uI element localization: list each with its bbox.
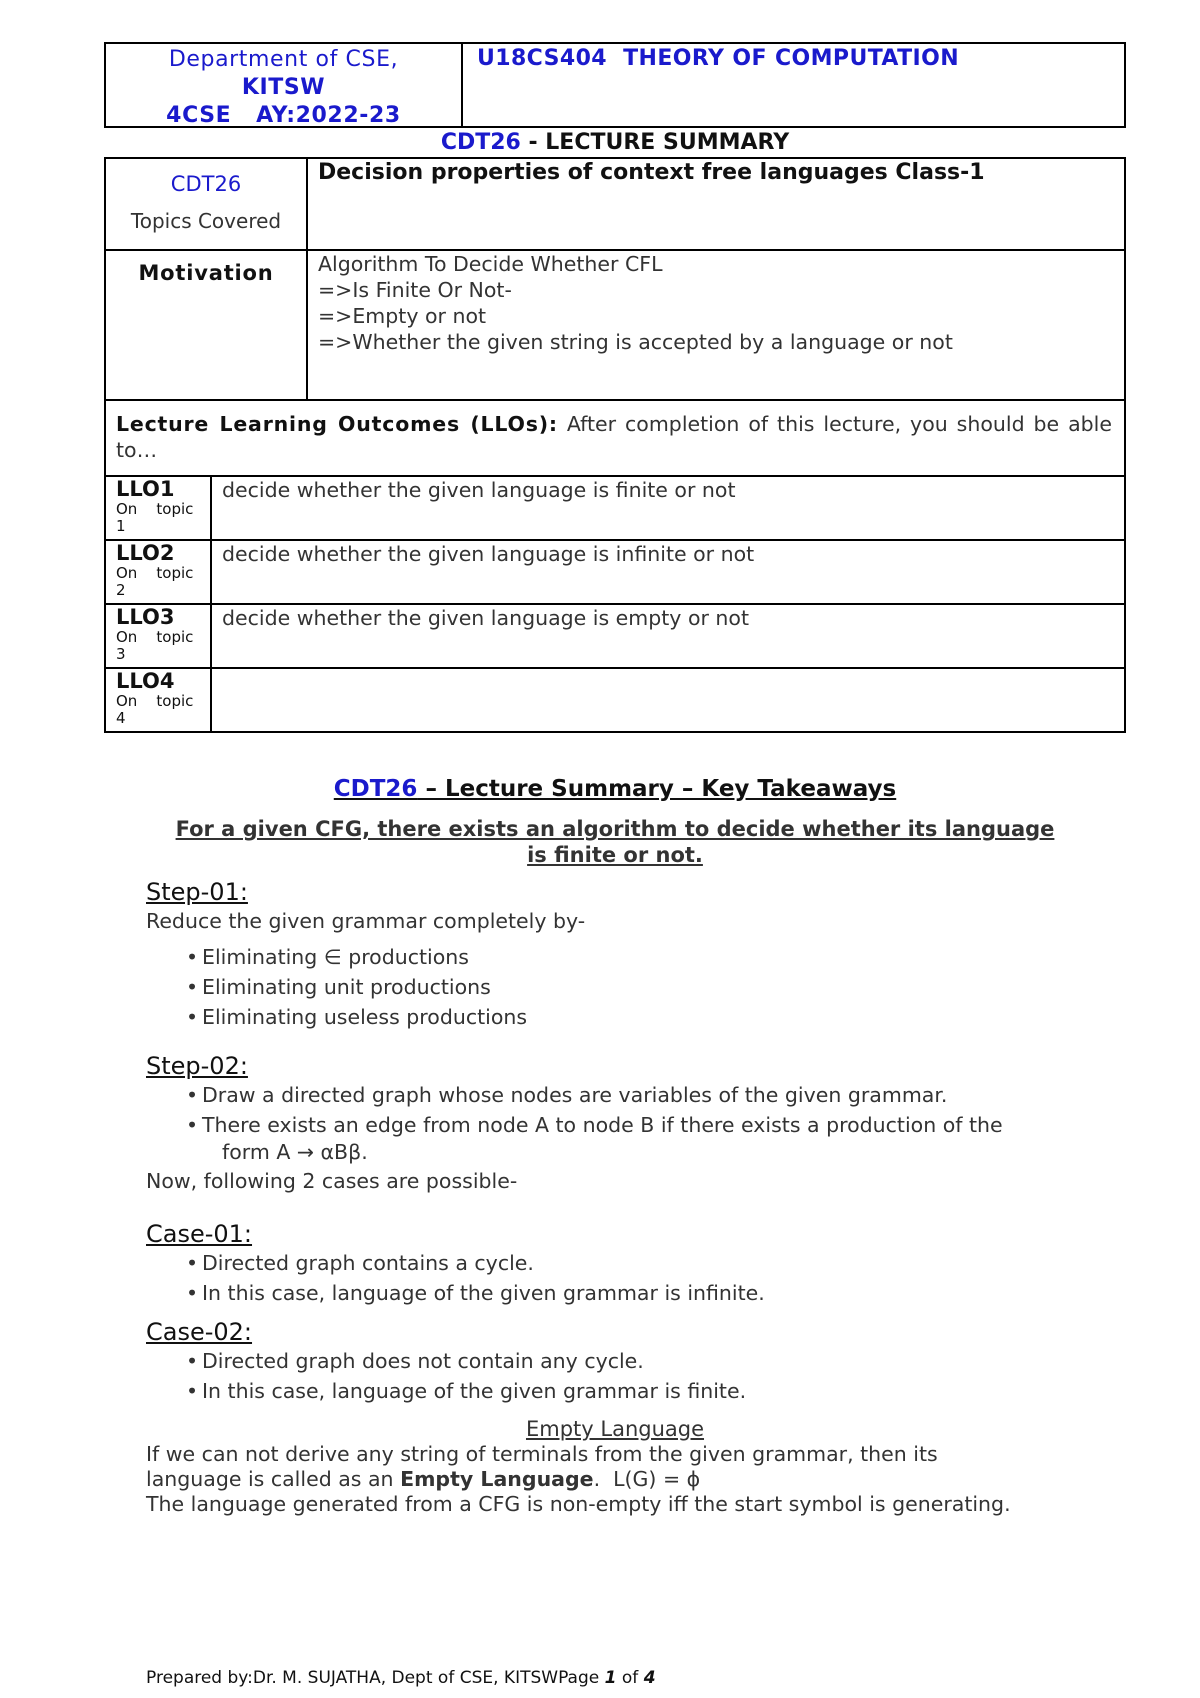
footer-of: of	[616, 1668, 644, 1688]
llo-row	[106, 475, 1124, 539]
list-item: • In this case, language of the given grammar is infinite.	[202, 1278, 1106, 1308]
class-year: 4CSE AY:2022-23	[166, 103, 401, 128]
llo-text: decide whether the given language is infinite or not	[222, 542, 755, 566]
list-item-line: There exists an edge from node A to node B if there exists a production of the	[202, 1113, 1003, 1137]
llo-code: LLO4	[116, 669, 175, 693]
case-02-heading: Case-02:	[146, 1318, 253, 1346]
step-01-intro: Reduce the given grammar completely by-	[146, 909, 586, 933]
department-cell	[106, 44, 463, 126]
llo-text: decide whether the given language is empty or not	[222, 606, 750, 630]
list-item: • Draw a directed graph whose nodes are variables of the given grammar.	[202, 1080, 1106, 1110]
llo-header-row	[106, 399, 1124, 475]
motivation-line: =>Empty or not	[318, 304, 487, 328]
llo-topic: topic	[156, 692, 194, 710]
list-item-line: form A → αBβ.	[222, 1140, 368, 1164]
summary-title	[104, 776, 1126, 802]
llo-on: On	[116, 692, 138, 710]
header-table	[104, 42, 1126, 128]
list-item: • In this case, language of the given grammar is finite.	[202, 1376, 1106, 1406]
llo-header-text: After completion of this lecture, you should be able to…	[116, 412, 1112, 462]
empty-language-text	[146, 1442, 1106, 1517]
step-01-list	[146, 942, 1106, 1032]
list-item	[202, 1110, 1106, 1164]
empty-language-text-a: language is called as an	[146, 1467, 401, 1491]
summary-subtitle-line: is finite or not.	[527, 843, 703, 867]
summary-subtitle	[150, 816, 1080, 868]
llo-label-cell	[106, 477, 212, 539]
llo-text: decide whether the given language is finite or not	[222, 478, 736, 502]
llo-text	[212, 669, 1124, 731]
topics-code: CDT26	[170, 172, 242, 196]
empty-language-title: Empty Language	[525, 1417, 705, 1441]
llo-header-bold: Lecture Learning Outcomes (LLOs):	[116, 412, 558, 436]
llo-topic-ref	[116, 629, 210, 646]
course-title: U18CS404 THEORY OF COMPUTATION	[477, 46, 960, 71]
summary-subtitle-line: For a given CFG, there exists an algorithm to decide whether its language	[175, 817, 1055, 841]
llo-on: On	[116, 564, 138, 582]
llo-row	[106, 603, 1124, 667]
case-01-section	[146, 1220, 1106, 1308]
institute-name: KITSW	[241, 75, 326, 100]
llo-code: LLO2	[116, 541, 175, 565]
llo-topic-number: 2	[116, 581, 126, 599]
step-02-list	[146, 1080, 1106, 1164]
case-01-list	[146, 1248, 1106, 1308]
case-01-heading: Case-01:	[146, 1220, 253, 1248]
step-02-section	[146, 1052, 1106, 1194]
llo-on: On	[116, 500, 138, 518]
lecture-title-text: - LECTURE SUMMARY	[520, 130, 790, 155]
motivation-line: =>Is Finite Or Not-	[318, 278, 512, 302]
llo-row	[106, 667, 1124, 731]
llo-topic-number: 4	[116, 709, 126, 727]
llo-label-cell	[106, 541, 212, 603]
footer-text: Prepared by:Dr. M. SUJATHA, Dept of CSE, KITSWPage	[146, 1668, 605, 1688]
lecture-code: CDT26	[440, 130, 521, 155]
llo-topic: topic	[156, 500, 194, 518]
cases-intro: Now, following 2 cases are possible-	[146, 1169, 518, 1193]
llo-row	[106, 539, 1124, 603]
llo-code: LLO3	[116, 605, 175, 629]
summary-title-text: – Lecture Summary – Key Takeaways	[417, 776, 897, 802]
empty-language-text-b: . L(G) = ϕ	[593, 1467, 701, 1491]
step-02-heading: Step-02:	[146, 1052, 248, 1080]
llo-topic: topic	[156, 628, 194, 646]
page-footer	[146, 1668, 846, 1688]
summary-code: CDT26	[333, 776, 418, 802]
llo-topic-ref	[116, 501, 210, 518]
step-01-section	[146, 878, 1106, 1032]
llo-topic-ref	[116, 565, 210, 582]
list-item: • Eliminating unit productions	[202, 972, 1106, 1002]
list-item: • Eliminating useless productions	[202, 1002, 1106, 1032]
list-item: • Directed graph does not contain any cycle.	[202, 1346, 1106, 1376]
llo-on: On	[116, 628, 138, 646]
llo-label-cell	[106, 605, 212, 667]
motivation-label: Motivation	[106, 251, 308, 399]
llo-topic-ref	[116, 693, 210, 710]
empty-language-term: Empty Language	[400, 1467, 594, 1491]
list-item: • Eliminating ∈ productions	[202, 942, 1106, 972]
llo-topic-number: 3	[116, 645, 126, 663]
topics-row	[106, 159, 1124, 249]
topics-covered-label: Topics Covered	[130, 209, 282, 233]
llo-topic-number: 1	[116, 517, 126, 535]
motivation-line: Algorithm To Decide Whether CFL	[318, 252, 663, 276]
case-02-section	[146, 1318, 1106, 1406]
topics-label-cell	[106, 159, 308, 249]
department-line: Department of CSE,	[168, 47, 399, 72]
list-item: • Directed graph contains a cycle.	[202, 1248, 1106, 1278]
empty-language-line: If we can not derive any string of terminals from the given grammar, then its	[146, 1442, 938, 1466]
llo-label-cell	[106, 669, 212, 731]
page-number: 1	[604, 1668, 617, 1688]
topics-text: Decision properties of context free languages Class-1	[318, 160, 985, 185]
case-02-list	[146, 1346, 1106, 1406]
step-01-heading: Step-01:	[146, 878, 248, 906]
empty-language-line	[146, 1467, 1106, 1492]
lecture-table	[104, 157, 1126, 733]
motivation-line: =>Whether the given string is accepted by a language or not	[318, 330, 953, 354]
llo-topic: topic	[156, 564, 194, 582]
lecture-summary-title	[104, 128, 1126, 158]
empty-language-line: The language generated from a CFG is non-empty iff the start symbol is generating.	[146, 1492, 1011, 1516]
motivation-row	[106, 249, 1124, 399]
page-total: 4	[643, 1668, 656, 1688]
llo-code: LLO1	[116, 477, 175, 501]
motivation-list	[308, 251, 1124, 399]
